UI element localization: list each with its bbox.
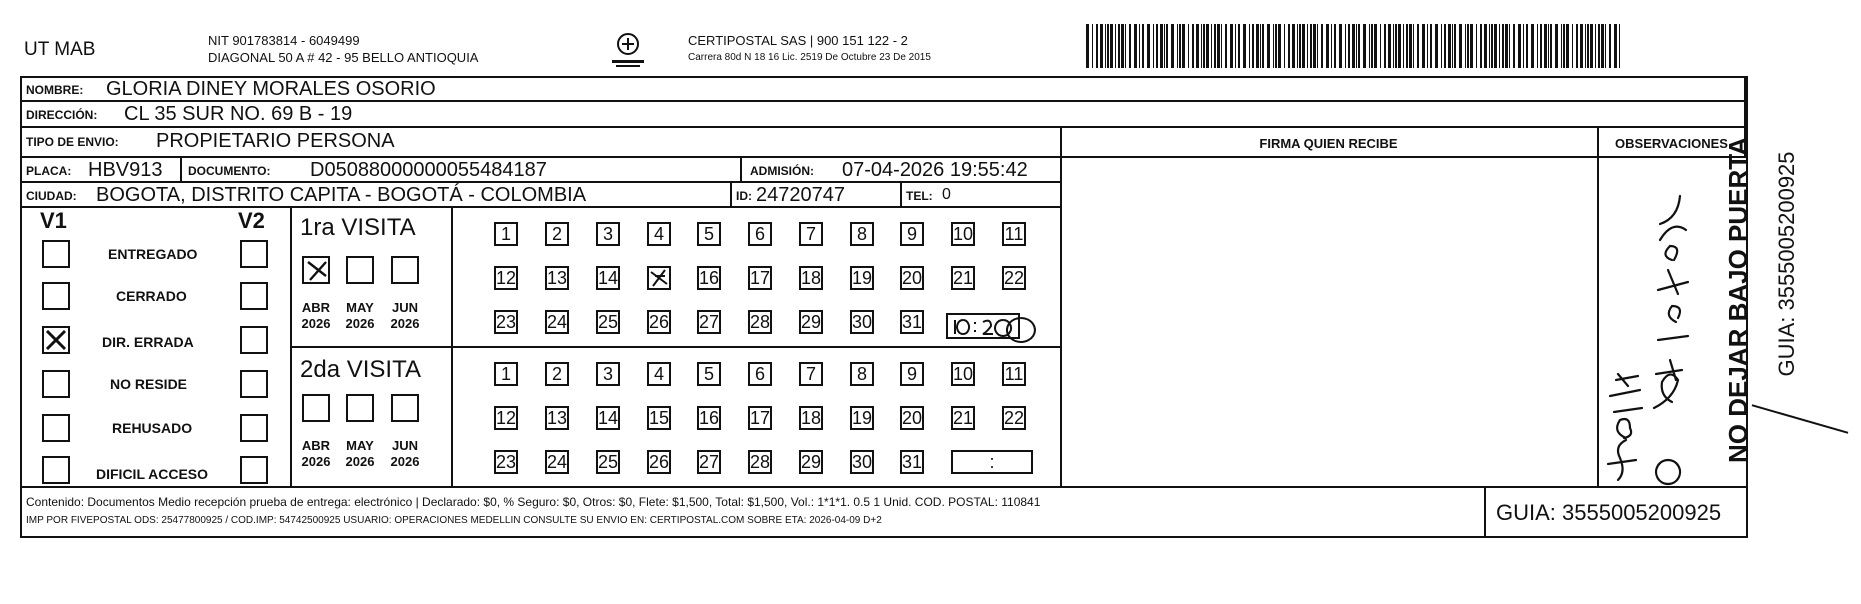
visit1-day-box[interactable]: 13 xyxy=(547,268,568,288)
month-year: 2026 xyxy=(345,316,375,332)
visit2-month-label xyxy=(339,438,381,471)
barcode-bar xyxy=(1444,24,1446,68)
barcode-bar xyxy=(1225,24,1227,68)
v1-checkbox-rehusado[interactable] xyxy=(42,414,70,442)
barcode-bar xyxy=(1550,24,1552,68)
barcode-bar xyxy=(1590,24,1593,68)
barcode-bar xyxy=(1369,24,1370,68)
visit1-day-box[interactable]: 18 xyxy=(801,268,822,288)
visit2-day-box[interactable]: 31 xyxy=(902,452,923,472)
day-scribble-icon xyxy=(649,268,669,288)
visit1-day-box[interactable]: 3 xyxy=(596,222,620,246)
barcode-bar xyxy=(1321,24,1323,68)
v2-checkbox-rehusado[interactable] xyxy=(240,414,268,442)
barcode-bar xyxy=(1509,24,1510,68)
month-name: JUN xyxy=(391,438,418,453)
barcode-bar xyxy=(1435,24,1438,68)
barcode-bar xyxy=(1121,24,1124,68)
barcode-bar xyxy=(1134,24,1137,68)
barcode-bar xyxy=(1243,24,1246,68)
company-address: DIAGONAL 50 A # 42 - 95 BELLO ANTIOQUIA xyxy=(208,50,479,65)
barcode-bar xyxy=(1256,24,1259,68)
visit2-day-box[interactable]: 15 xyxy=(649,408,670,428)
visit1-month-box[interactable] xyxy=(391,256,419,284)
barcode-icon xyxy=(1086,24,1622,68)
v1-checkbox-dificil-acceso[interactable] xyxy=(42,456,70,484)
barcode-bar xyxy=(1217,24,1220,68)
barcode-bar xyxy=(1494,24,1497,68)
visit1-day-box[interactable]: 27 xyxy=(699,312,720,332)
month-year: 2026 xyxy=(301,454,331,470)
barcode-bar xyxy=(1182,24,1185,68)
barcode-bar xyxy=(1110,24,1113,68)
barcode-bar xyxy=(1526,24,1528,68)
barcode-bar xyxy=(1499,24,1500,68)
barcode-bar xyxy=(1585,24,1586,68)
status-label-entregado: ENTREGADO xyxy=(108,246,198,262)
barcode-bar xyxy=(1156,24,1158,68)
barcode-bar xyxy=(1273,24,1274,68)
barcode-bar xyxy=(1566,24,1569,68)
visit1-day-box[interactable]: 14 xyxy=(598,268,619,288)
barcode-bar xyxy=(1518,24,1521,68)
visit2-day-box[interactable]: 23 xyxy=(496,452,517,472)
barcode-bar xyxy=(1380,24,1381,68)
v1-header: V1 xyxy=(40,208,67,233)
barcode-bar xyxy=(1214,24,1216,68)
visit1-month-box[interactable] xyxy=(302,256,330,284)
barcode-bar xyxy=(1358,24,1360,68)
visit1-day-box[interactable]: 10 xyxy=(953,224,974,244)
barcode-bar xyxy=(1484,24,1487,68)
barcode-bar xyxy=(1115,24,1116,68)
visit2-month-box[interactable] xyxy=(346,394,374,422)
barcode-bar xyxy=(1403,24,1404,68)
barcode-bar xyxy=(1260,24,1261,68)
ciudad-value: BOGOTA, DISTRITO CAPITA - BOGOTÁ - COLOMBIA xyxy=(96,184,587,206)
visit2-month-label xyxy=(384,438,426,471)
nombre-value: GLORIA DINEY MORALES OSORIO xyxy=(106,78,436,100)
visit1-day-box[interactable]: 24 xyxy=(547,312,568,332)
barcode-bar xyxy=(1384,24,1386,68)
barcode-bar xyxy=(1470,24,1473,68)
month-year: 2026 xyxy=(390,316,420,332)
visit2-day-box[interactable]: 20 xyxy=(902,408,923,428)
barcode-bar xyxy=(1548,24,1549,68)
company-name: UT MAB xyxy=(24,39,96,60)
barcode-bar xyxy=(1288,24,1290,68)
v2-checkbox-cerrado[interactable] xyxy=(240,282,268,310)
v1-checkbox-dir-errada[interactable] xyxy=(42,326,70,354)
visit1-day-box[interactable]: 9 xyxy=(900,222,924,246)
barcode-bar xyxy=(1427,24,1428,68)
barcode-bar xyxy=(1352,24,1355,68)
visit2-day-box[interactable]: 22 xyxy=(1004,408,1025,428)
barcode-bar xyxy=(1609,24,1611,68)
visit2-day-box[interactable]: 19 xyxy=(852,408,873,428)
footer-contenido: Contenido: Documentos Medio recepción prueba de entrega: electrónico | Declarado: $0, % Seguro: $0, Otros: $0, Flete: $1,500, Total: $1,500, Vol.: 1*1*1. 0.5 1 Unid. COD. POSTAL: 110841 xyxy=(26,495,1041,509)
visit1-month-label xyxy=(339,300,381,333)
barcode-bar xyxy=(1523,24,1524,68)
visit2-day-box[interactable]: 3 xyxy=(596,362,620,386)
visit2-day-box[interactable]: 6 xyxy=(748,362,772,386)
visit1-day-box[interactable]: 25 xyxy=(598,312,619,332)
barcode-bar xyxy=(1238,24,1240,68)
barcode-bar xyxy=(1371,24,1373,68)
visit2-day-box[interactable]: 12 xyxy=(496,408,517,428)
visit1-day-box[interactable]: 30 xyxy=(852,312,873,332)
barcode-bar xyxy=(1540,24,1542,68)
barcode-bar xyxy=(1619,24,1620,68)
barcode-bar xyxy=(1166,24,1168,68)
barcode-bar xyxy=(1118,24,1120,68)
status-label-dir-errada: DIR. ERRADA xyxy=(102,334,194,350)
visit1-day-box[interactable]: 6 xyxy=(748,222,772,246)
visit2-time-box[interactable]: : xyxy=(951,450,1033,474)
visit1-month-label xyxy=(384,300,426,333)
barcode-bar xyxy=(1576,24,1578,68)
barcode-bar xyxy=(1598,24,1600,68)
visit2-day-box[interactable]: 11 xyxy=(1002,362,1026,386)
barcode-bar xyxy=(1107,24,1109,68)
barcode-bar xyxy=(1531,24,1534,68)
barcode-bar xyxy=(1398,24,1401,68)
barcode-bar xyxy=(1555,24,1558,68)
visit2-day-box[interactable]: 29 xyxy=(801,452,822,472)
barcode-bar xyxy=(1413,24,1414,68)
id-value: 24720747 xyxy=(756,184,845,206)
second-visit-title: 2da VISITA xyxy=(300,356,421,383)
visit2-day-box[interactable]: 13 xyxy=(547,408,568,428)
barcode-bar xyxy=(1171,24,1174,68)
footer-guia: GUIA: 3555005200925 xyxy=(1496,500,1722,525)
tel-label: TEL: xyxy=(906,189,933,203)
month-year: 2026 xyxy=(345,454,375,470)
barcode-bar xyxy=(1580,24,1583,68)
barcode-bar xyxy=(1406,24,1408,68)
barcode-bar xyxy=(1601,24,1604,68)
barcode-bar xyxy=(1092,24,1093,68)
barcode-bar xyxy=(1221,24,1222,68)
visit1-day-box[interactable]: 19 xyxy=(852,268,873,288)
barcode-bar xyxy=(1153,24,1154,68)
barcode-bar xyxy=(1164,24,1165,68)
documento-value: D05088000000055484187 xyxy=(310,159,547,181)
visit1-day-box[interactable] xyxy=(647,266,671,290)
barcode-bar xyxy=(1267,24,1270,68)
visit2-day-box[interactable]: 27 xyxy=(699,452,720,472)
barcode-bar xyxy=(1147,24,1150,68)
barcode-bar xyxy=(1317,24,1318,68)
barcode-bar xyxy=(1201,24,1202,68)
visit2-day-box[interactable]: 21 xyxy=(953,408,974,428)
barcode-bar xyxy=(1393,24,1394,68)
barcode-bar xyxy=(1467,24,1469,68)
handwritten-time-icon xyxy=(945,310,1055,344)
barcode-bar xyxy=(1388,24,1391,68)
visit2-day-box[interactable]: 14 xyxy=(598,408,619,428)
barcode-bar xyxy=(1491,24,1493,68)
visit1-day-box[interactable]: 7 xyxy=(799,222,823,246)
barcode-bar xyxy=(1086,24,1089,68)
documento-label: DOCUMENTO: xyxy=(188,164,271,178)
visit2-day-box[interactable]: 30 xyxy=(852,452,873,472)
barcode-bar xyxy=(1339,24,1342,68)
barcode-bar xyxy=(1374,24,1377,68)
month-year: 2026 xyxy=(301,316,331,332)
barcode-bar xyxy=(1476,24,1477,68)
check-mark-icon xyxy=(304,258,328,282)
admision-label: ADMISIÓN: xyxy=(750,164,814,178)
barcode-bar xyxy=(1587,24,1589,68)
v2-header: V2 xyxy=(238,208,265,233)
visit1-day-box[interactable]: 28 xyxy=(750,312,771,332)
v1-checkbox-cerrado[interactable] xyxy=(42,282,70,310)
barcode-bar xyxy=(1465,24,1466,68)
barcode-bar xyxy=(1614,24,1617,68)
v2-checkbox-dificil-acceso[interactable] xyxy=(240,456,268,484)
carrier-license: Carrera 80d N 18 16 Lic. 2519 De Octubre 23 De 2015 xyxy=(688,52,931,63)
barcode-bar xyxy=(1100,24,1103,68)
visit1-day-box[interactable]: 29 xyxy=(801,312,822,332)
first-visit-title: 1ra VISITA xyxy=(300,214,416,241)
tel-value: 0 xyxy=(942,186,951,203)
barcode-bar xyxy=(1561,24,1562,68)
barcode-bar xyxy=(1395,24,1397,68)
id-label: ID: xyxy=(736,189,752,203)
barcode-bar xyxy=(1572,24,1573,68)
month-name: MAY xyxy=(346,438,374,453)
visit2-day-box[interactable]: 25 xyxy=(598,452,619,472)
barcode-bar xyxy=(1292,24,1295,68)
ciudad-label: CIUDAD: xyxy=(26,189,77,203)
carrier-name: CERTIPOSTAL SAS | 900 151 122 - 2 xyxy=(688,33,908,48)
visit2-day-box[interactable]: 9 xyxy=(900,362,924,386)
barcode-bar xyxy=(1235,24,1236,68)
barcode-bar xyxy=(1505,24,1508,68)
barcode-bar xyxy=(1252,24,1254,68)
barcode-bar xyxy=(1096,24,1098,68)
barcode-bar xyxy=(1356,24,1357,68)
v1-checkbox-no-reside[interactable] xyxy=(42,370,70,398)
barcode-bar xyxy=(1595,24,1596,68)
barcode-bar xyxy=(1363,24,1366,68)
visit2-month-box[interactable] xyxy=(302,394,330,422)
visit1-day-box[interactable]: 26 xyxy=(649,312,670,332)
visit1-day-box[interactable]: 1 xyxy=(494,222,518,246)
barcode-bar xyxy=(1422,24,1425,68)
visit2-day-box[interactable]: 4 xyxy=(647,362,671,386)
barcode-bar xyxy=(1480,24,1482,68)
handwritten-observation-icon xyxy=(1598,160,1758,490)
barcode-bar xyxy=(1203,24,1205,68)
visit1-day-box[interactable]: 21 xyxy=(953,268,974,288)
check-x-icon xyxy=(44,328,68,352)
visit1-day-box[interactable]: 20 xyxy=(902,268,923,288)
barcode-bar xyxy=(1313,24,1316,68)
v2-checkbox-dir-errada[interactable] xyxy=(240,326,268,354)
barcode-bar xyxy=(1605,24,1606,68)
visit2-day-box[interactable]: 7 xyxy=(799,362,823,386)
firma-header: FIRMA QUIEN RECIBE xyxy=(1259,136,1398,151)
barcode-bar xyxy=(1452,24,1453,68)
visit1-day-box[interactable]: 8 xyxy=(850,222,874,246)
barcode-bar xyxy=(1284,24,1285,68)
visit1-day-box[interactable]: 31 xyxy=(902,312,923,332)
barcode-bar xyxy=(1249,24,1250,68)
tipo-envio-value: PROPIETARIO PERSONA xyxy=(156,130,395,152)
direccion-value: CL 35 SUR NO. 69 B - 19 xyxy=(124,103,353,125)
barcode-bar xyxy=(1430,24,1432,68)
barcode-bar xyxy=(1563,24,1565,68)
barcode-bar xyxy=(1345,24,1346,68)
visit2-day-box[interactable]: 8 xyxy=(850,362,874,386)
status-label-no-reside: NO RESIDE xyxy=(110,376,188,392)
placa-label: PLACA: xyxy=(26,164,72,178)
barcode-bar xyxy=(1326,24,1329,68)
visit1-day-box[interactable]: 11 xyxy=(1002,222,1026,246)
barcode-bar xyxy=(1331,24,1332,68)
placa-value: HBV913 xyxy=(88,159,163,181)
visit2-month-box[interactable] xyxy=(391,394,419,422)
barcode-bar xyxy=(1177,24,1178,68)
barcode-bar xyxy=(1179,24,1181,68)
visit1-day-box[interactable]: 22 xyxy=(1004,268,1025,288)
visit2-day-box[interactable]: 2 xyxy=(545,362,569,386)
barcode-bar xyxy=(1307,24,1308,68)
month-name: ABR xyxy=(301,300,331,315)
diagonal-stroke xyxy=(1752,404,1849,433)
nombre-label: NOMBRE: xyxy=(26,83,84,97)
barcode-bar xyxy=(1334,24,1336,68)
month-name: JUN xyxy=(391,300,418,315)
visit2-day-box[interactable]: 24 xyxy=(547,452,568,472)
barcode-bar xyxy=(1129,24,1131,68)
barcode-bar xyxy=(1125,24,1126,68)
barcode-bar xyxy=(1206,24,1209,68)
visit2-day-box[interactable]: 16 xyxy=(699,408,720,428)
barcode-bar xyxy=(1409,24,1412,68)
visit2-day-box[interactable]: 26 xyxy=(649,452,670,472)
footer-imp: IMP POR FIVEPOSTAL ODS: 25477800925 / COD.IMP: 54742500925 USUARIO: OPERACIONES MEDELLIN CONSULTE SU ENVIO EN: CERTIPOSTAL.COM SOBRE ETA: 2026-04-09 D+2 xyxy=(26,515,882,526)
barcode-bar xyxy=(1544,24,1547,68)
barcode-bar xyxy=(1297,24,1298,68)
visit1-day-box[interactable]: 23 xyxy=(496,312,517,332)
barcode-bar xyxy=(1441,24,1442,68)
barcode-bar xyxy=(1196,24,1199,68)
direccion-label: DIRECCIÓN: xyxy=(26,108,98,122)
visit1-month-box[interactable] xyxy=(346,256,374,284)
barcode-bar xyxy=(1489,24,1490,68)
observaciones-header: OBSERVACIONES xyxy=(1615,136,1728,151)
barcode-bar xyxy=(1275,24,1277,68)
barcode-bar xyxy=(1302,24,1305,68)
barcode-bar xyxy=(1230,24,1233,68)
barcode-bar xyxy=(1139,24,1140,68)
certipostal-logo-icon xyxy=(604,30,652,70)
visit2-day-box[interactable]: 18 xyxy=(801,408,822,428)
v2-checkbox-no-reside[interactable] xyxy=(240,370,268,398)
month-year: 2026 xyxy=(390,454,420,470)
visit2-day-box[interactable]: 5 xyxy=(697,362,721,386)
v2-checkbox-entregado[interactable] xyxy=(240,240,268,268)
no-dejar-bajo-puerta: NO DEJAR BAJO PUERTA xyxy=(1723,136,1753,464)
barcode-bar xyxy=(1278,24,1281,68)
visit1-day-box[interactable]: 4 xyxy=(647,222,671,246)
barcode-bar xyxy=(1448,24,1451,68)
visit2-month-label xyxy=(295,438,337,471)
barcode-bar xyxy=(1192,24,1194,68)
v1-checkbox-entregado[interactable] xyxy=(42,240,70,268)
admision-value: 07-04-2026 19:55:42 xyxy=(842,159,1028,181)
side-guia: GUIA: 3555005200925 xyxy=(1774,151,1799,377)
visit2-day-box[interactable]: 1 xyxy=(494,362,518,386)
barcode-bar xyxy=(1262,24,1264,68)
barcode-bar xyxy=(1160,24,1163,68)
tipo-envio-label: TIPO DE ENVIO: xyxy=(26,135,119,149)
visit1-day-box[interactable]: 16 xyxy=(699,268,720,288)
status-label-rehusado: REHUSADO xyxy=(112,420,193,436)
visit1-day-box[interactable]: 12 xyxy=(496,268,517,288)
barcode-bar xyxy=(1502,24,1504,68)
status-label-dificil-acceso: DIFICIL ACCESO xyxy=(96,466,209,482)
status-label-cerrado: CERRADO xyxy=(116,288,187,304)
barcode-bar xyxy=(1299,24,1301,68)
visit1-day-box[interactable]: 5 xyxy=(697,222,721,246)
visit1-day-box[interactable]: 17 xyxy=(750,268,771,288)
visit2-day-box[interactable]: 10 xyxy=(953,364,974,384)
barcode-bar xyxy=(1310,24,1312,68)
visit2-day-box[interactable]: 17 xyxy=(750,408,771,428)
barcode-bar xyxy=(1142,24,1144,68)
company-nit: NIT 901783814 - 6049499 xyxy=(208,33,360,48)
barcode-bar xyxy=(1105,24,1106,68)
month-name: ABR xyxy=(301,438,331,453)
visit1-day-box[interactable]: 2 xyxy=(545,222,569,246)
barcode-bar xyxy=(1454,24,1456,68)
barcode-bar xyxy=(1459,24,1462,68)
month-name: MAY xyxy=(346,300,374,315)
barcode-bar xyxy=(1211,24,1212,68)
visit2-day-box[interactable]: 28 xyxy=(750,452,771,472)
barcode-bar xyxy=(1188,24,1189,68)
barcode-bar xyxy=(1537,24,1538,68)
barcode-bar xyxy=(1348,24,1350,68)
barcode-bar xyxy=(1417,24,1419,68)
barcode-bar xyxy=(1513,24,1515,68)
visit1-month-label xyxy=(295,300,337,333)
